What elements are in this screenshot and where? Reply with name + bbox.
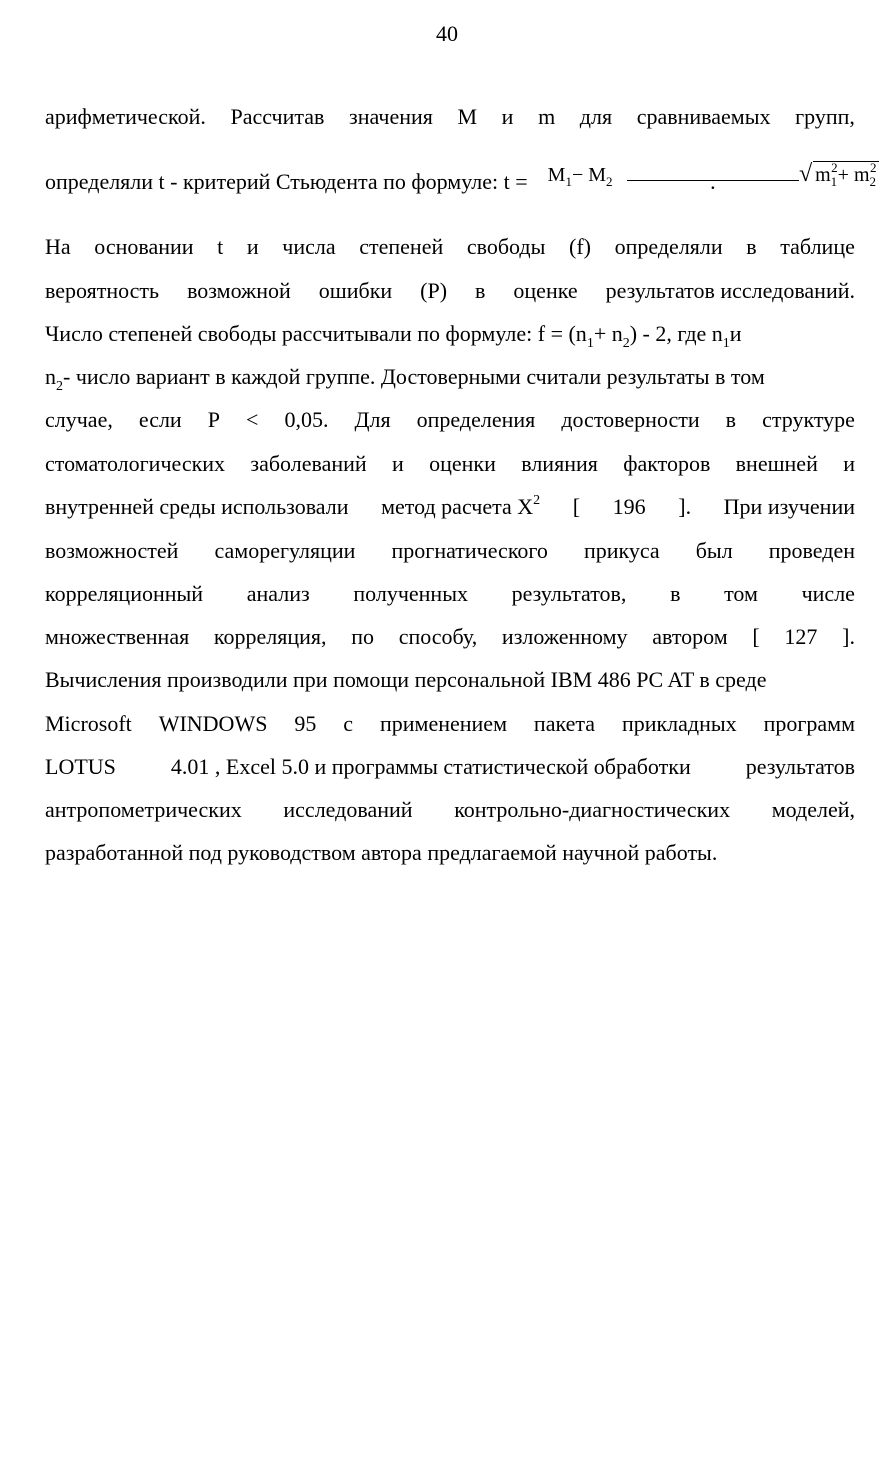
word: Вычисления производили при помощи персональной IBM 486 PC AT в среде: [45, 667, 767, 692]
word: и: [246, 234, 259, 259]
word: заболеваний: [250, 451, 367, 476]
word: арифметической.: [45, 104, 206, 129]
word: по: [351, 624, 374, 649]
formula-subscript: 1: [830, 174, 838, 189]
text-line: [45, 753, 855, 781]
text-span: - число вариант в каждой группе. Достоверными считали результаты в том: [63, 364, 765, 389]
text-span: внутренней среды использовали: [45, 494, 349, 519]
formula-fraction: [534, 159, 877, 192]
word: разработанной под руководством автора предлагаемой научной работы.: [45, 840, 718, 865]
formula-subscript: 1: [565, 174, 572, 189]
formula-subscript: 2: [869, 174, 877, 189]
word: факторов: [623, 451, 711, 476]
formula-symbol: M: [547, 164, 566, 186]
text-span: Число степеней свободы рассчитывали по формуле: f = (n: [45, 321, 587, 346]
word: в: [475, 278, 486, 303]
subscript: 2: [622, 336, 630, 351]
word: числа: [282, 234, 336, 259]
text-line: [45, 450, 855, 478]
text-span: и: [729, 321, 742, 346]
text-span: n: [45, 364, 56, 389]
text-line: [45, 233, 855, 261]
word: корреляционный: [45, 581, 204, 606]
word: проведен: [768, 538, 855, 563]
word: исследований: [283, 797, 413, 822]
word: <: [246, 407, 259, 432]
page-number: 40: [436, 21, 458, 46]
subscript: 1: [586, 336, 594, 351]
word: и: [392, 451, 404, 476]
word: способу,: [398, 624, 478, 649]
text-line: [45, 666, 855, 694]
formula-superscript: 2: [831, 160, 838, 175]
text-line: [45, 406, 855, 434]
word: 95: [294, 711, 317, 736]
text-span: [45, 320, 742, 352]
text-line: [45, 839, 855, 867]
text-line: [45, 623, 855, 651]
formula-symbol: − M: [571, 164, 606, 186]
word: и: [501, 104, 514, 129]
word: LOTUS: [45, 754, 116, 779]
word: На: [45, 234, 71, 259]
superscript: 2: [533, 493, 541, 508]
text-span: [: [572, 494, 581, 519]
word: влияния: [521, 451, 598, 476]
word: в: [670, 581, 681, 606]
word: Для: [354, 407, 391, 432]
word: множественная: [45, 624, 190, 649]
formula-period: .: [710, 168, 716, 194]
word: моделей,: [771, 797, 855, 822]
reference-number: 196: [612, 494, 646, 519]
word: (Р): [420, 278, 448, 303]
word: прикладных: [621, 711, 737, 736]
text-line: [45, 277, 855, 305]
word: прикуса: [583, 538, 660, 563]
word: контрольно-диагностических: [454, 797, 731, 822]
word: вероятность: [45, 278, 160, 303]
subscript: 1: [722, 336, 730, 351]
word: для: [579, 104, 613, 129]
word: значения: [349, 104, 433, 129]
word: 127: [784, 624, 818, 649]
word: достоверности: [561, 407, 700, 432]
formula-numerator: [534, 162, 627, 192]
word: том: [724, 581, 758, 606]
word: если: [138, 407, 182, 432]
word: результатов исследований.: [605, 278, 855, 303]
word: внешней: [735, 451, 818, 476]
word: групп,: [795, 104, 855, 129]
word: числе: [801, 581, 855, 606]
word: m: [538, 104, 556, 129]
word: возможностей: [45, 538, 179, 563]
word: программ: [763, 711, 855, 736]
text-line: [45, 710, 855, 738]
word: оценке: [513, 278, 578, 303]
word: пакета: [533, 711, 596, 736]
word: (f): [569, 234, 591, 259]
word: М: [457, 104, 478, 129]
text-span: ) - 2, где n: [629, 321, 723, 346]
word: [: [752, 624, 760, 649]
word: ].: [842, 624, 855, 649]
word: ошибки: [318, 278, 393, 303]
word: WINDOWS: [158, 711, 268, 736]
text-line: [45, 796, 855, 824]
word: антропометрических: [45, 797, 242, 822]
word: и: [843, 451, 855, 476]
fraction-bar: [627, 180, 799, 181]
word: степеней: [359, 234, 444, 259]
word: в: [725, 407, 737, 432]
text-line: [45, 493, 855, 525]
text-line: [45, 363, 855, 395]
text-line: [45, 580, 855, 608]
word: результатов,: [511, 581, 627, 606]
radical-sign: √: [798, 161, 813, 187]
text-span: При изучении: [723, 494, 855, 519]
word: автором: [652, 624, 728, 649]
text-line: [45, 537, 855, 565]
formula-subscript: 2: [606, 174, 613, 189]
word: изложенному: [501, 624, 628, 649]
word: возможной: [187, 278, 291, 303]
word: был: [695, 538, 733, 563]
formula-symbol: m: [815, 164, 831, 186]
word: сравниваемых: [636, 104, 771, 129]
formula-denominator: [799, 159, 879, 190]
word: оценки: [429, 451, 496, 476]
text-span: [381, 493, 540, 525]
formula-lead-text: определяли t - критерий Стьюдента по формуле: t =: [45, 168, 528, 194]
word: корреляция,: [213, 624, 327, 649]
text-span: метод расчета Х: [381, 494, 534, 519]
word: 0,05.: [284, 407, 329, 432]
word: прогнатического: [391, 538, 548, 563]
text-line: [45, 160, 877, 198]
word: результатов: [745, 754, 855, 779]
word: саморегуляции: [214, 538, 356, 563]
word: основании: [94, 234, 194, 259]
text-span: ].: [678, 494, 692, 519]
word: в: [746, 234, 757, 259]
word: свободы: [466, 234, 546, 259]
word: полученных: [353, 581, 468, 606]
text-line: [45, 320, 855, 352]
word: структуре: [762, 407, 855, 432]
word: случае,: [45, 407, 113, 432]
word: применением: [379, 711, 507, 736]
text-line: [45, 103, 855, 131]
word: 4.01 , Excel 5.0 и программы статистической обработки: [170, 754, 691, 779]
text-span: [45, 363, 765, 395]
word: t: [217, 234, 224, 259]
formula-superscript: 2: [870, 160, 877, 175]
word: Рассчитав: [230, 104, 325, 129]
word: с: [343, 711, 354, 736]
text-span: + n: [593, 321, 623, 346]
word: стоматологических: [45, 451, 226, 476]
radical-body: [813, 161, 878, 190]
word: анализ: [246, 581, 310, 606]
subscript: 2: [56, 379, 63, 394]
formula-symbol: + m: [837, 164, 870, 186]
word: Microsoft: [45, 711, 132, 736]
word: таблице: [780, 234, 855, 259]
word: определения: [416, 407, 536, 432]
word: Р: [207, 407, 220, 432]
word: определяли: [614, 234, 723, 259]
